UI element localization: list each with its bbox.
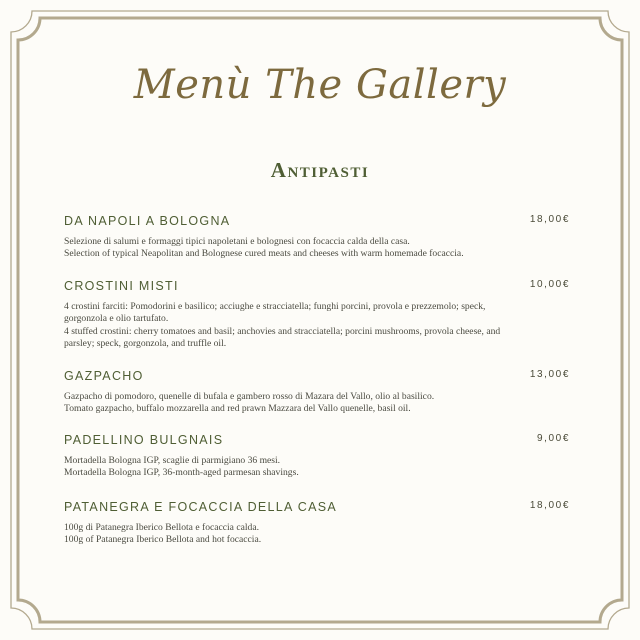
section-title: Antipasti — [270, 158, 370, 182]
description-italian: Gazpacho di pomodoro, quenelle di bufala e gambero rosso di Mazara del Vallo, olio al basilico. — [64, 391, 435, 402]
menu-item — [64, 500, 574, 547]
item-description — [64, 522, 504, 547]
description-english: 4 stuffed crostini: cherry tomatoes and basil; anchovies and stracciatella; porcini mushrooms, provola cheese, and parsley; speck, gorgonzola, and truffle oil. — [64, 325, 501, 350]
item-description — [64, 301, 504, 351]
item-price: 18,00€ — [529, 500, 570, 511]
item-description — [64, 455, 504, 480]
item-description — [64, 236, 504, 261]
description-english: Selection of typical Neapolitan and Bolognese cured meats and cheeses with warm homemade focaccia. — [64, 248, 464, 260]
menu-item — [64, 214, 574, 261]
item-name: CROSTINI MISTI — [64, 279, 179, 293]
menu-item — [64, 433, 574, 480]
description-italian: Selezione di salumi e formaggi tipici napoletani e bolognesi con focaccia calda della casa. — [64, 236, 410, 247]
description-italian: 4 crostini farciti: Pomodorini e basilico; acciughe e stracciatella; funghi porcini, provola e prezzemolo; speck, gorgonzola e olio tartufato. — [64, 301, 486, 325]
item-name: PADELLINO BULGNAIS — [64, 433, 224, 447]
description-english: 100g of Patanegra Iberico Bellota and hot focaccia. — [64, 534, 262, 546]
description-english: Tomato gazpacho, buffalo mozzarella and red prawn Mazzara del Vallo quenelle, basil oil. — [64, 403, 411, 415]
description-english: Mortadella Bologna IGP, 36-month-aged parmesan shavings. — [64, 467, 299, 479]
menu-title: Menù The Gallery — [133, 62, 507, 108]
item-price: 10,00€ — [529, 279, 570, 290]
item-name: GAZPACHO — [64, 369, 144, 383]
description-italian: Mortadella Bologna IGP, scaglie di parmigiano 36 mesi. — [64, 455, 281, 466]
menu-item — [64, 369, 574, 416]
item-name: PATANEGRA E FOCACCIA DELLA CASA — [64, 500, 338, 514]
menu-item — [64, 279, 574, 351]
item-name: DA NAPOLI A BOLOGNA — [64, 214, 231, 228]
description-italian: 100g di Patanegra Iberico Bellota e focaccia calda. — [64, 522, 259, 533]
item-description — [64, 391, 504, 416]
item-price: 18,00€ — [529, 214, 570, 225]
item-price: 13,00€ — [529, 369, 570, 380]
item-price: 9,00€ — [536, 433, 570, 444]
